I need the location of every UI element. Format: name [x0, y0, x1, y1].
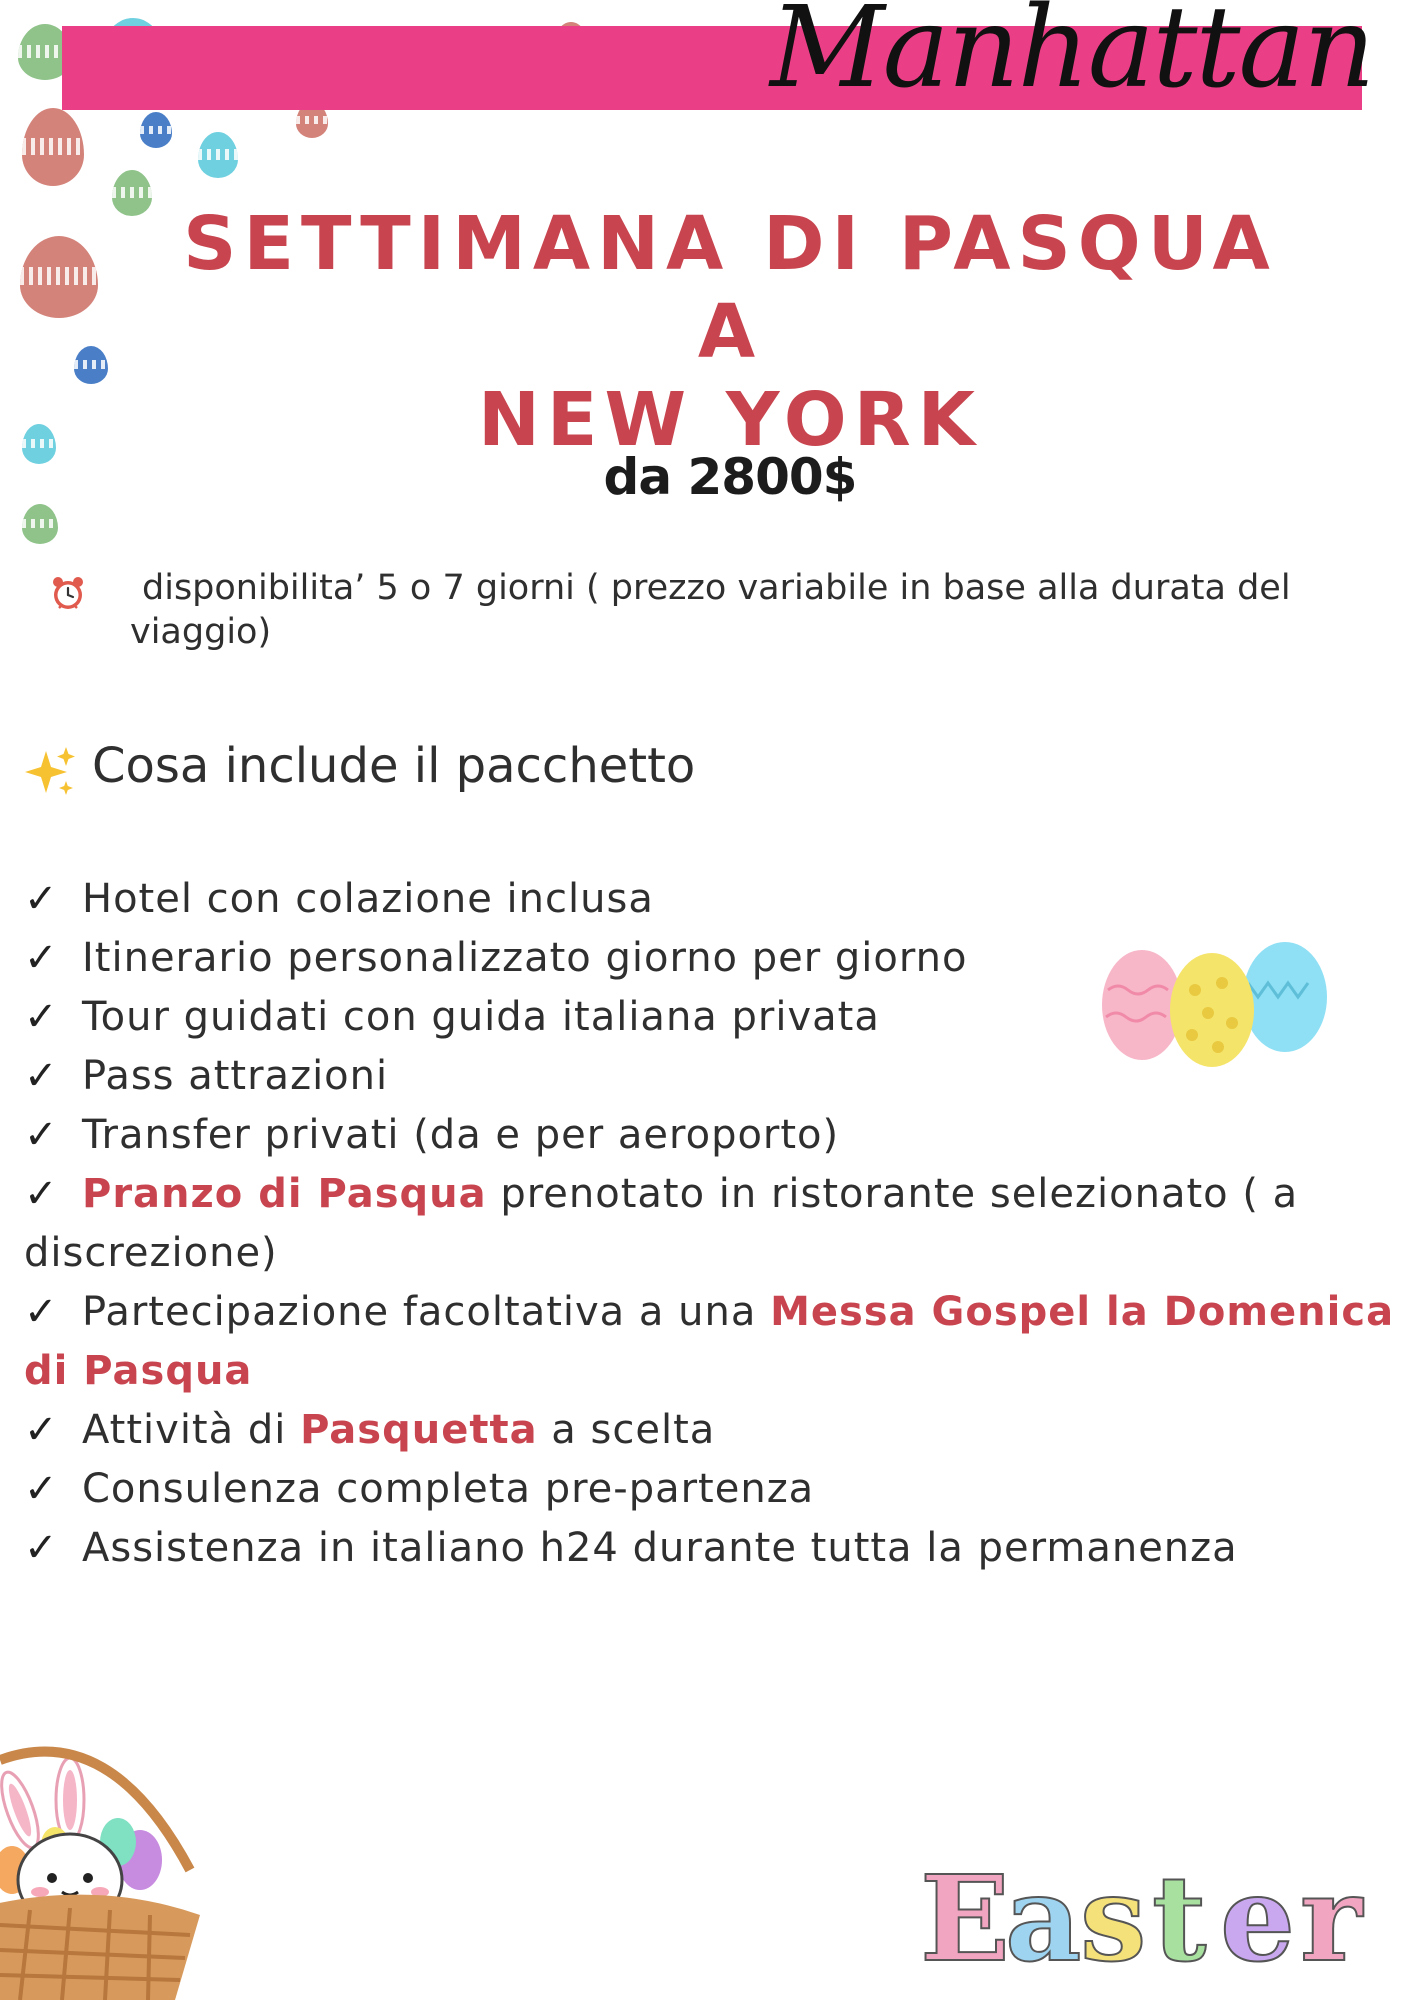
- feature-text: Tour guidati con guida italiana privata: [82, 994, 880, 1040]
- feature-item: [24, 1401, 1404, 1460]
- feature-text: Hotel con colazione inclusa: [82, 876, 654, 922]
- feature-text: Pass attrazioni: [82, 1053, 389, 1099]
- svg-text:e: e: [1220, 1849, 1296, 1988]
- egg-icon: [22, 108, 84, 186]
- svg-text:t: t: [1152, 1849, 1207, 1988]
- svg-text:s: s: [1080, 1849, 1147, 1988]
- feature-item: [24, 870, 1404, 929]
- check-icon: ✓: [24, 876, 59, 922]
- page-title: [150, 200, 1310, 464]
- feature-text: Assistenza in italiano h24 durante tutta la permanenza: [82, 1525, 1238, 1571]
- egg-icon: [140, 112, 172, 148]
- feature-highlight-text: Pranzo di Pasqua: [82, 1171, 487, 1217]
- feature-highlight-text: Pasquetta: [300, 1407, 538, 1453]
- feature-item: [24, 1519, 1404, 1578]
- price-label: da 2800$: [603, 448, 857, 506]
- egg-icon: [20, 236, 98, 318]
- check-icon: ✓: [24, 1112, 59, 1158]
- feature-item: [24, 1165, 1404, 1283]
- easter-lettering-logo: [920, 1840, 1400, 1990]
- check-icon: ✓: [24, 1407, 59, 1453]
- svg-text:E: E: [920, 1849, 1010, 1988]
- banner-script-title: Manhattan: [770, 0, 1374, 113]
- alarm-clock-icon: [50, 575, 86, 611]
- check-icon: ✓: [24, 994, 59, 1040]
- egg-icon: [22, 504, 58, 544]
- feature-text: Attività di: [82, 1407, 301, 1453]
- sparkles-icon: [22, 745, 78, 801]
- feature-item: [24, 1283, 1404, 1401]
- feature-text: Consulenza completa pre-partenza: [82, 1466, 815, 1512]
- feature-text: Itinerario personalizzato giorno per giorno: [82, 935, 968, 981]
- check-icon: ✓: [24, 1171, 59, 1217]
- page-title-line-2: NEW YORK: [477, 377, 983, 463]
- feature-text: Partecipazione facoltativa a una: [82, 1289, 771, 1335]
- check-icon: ✓: [24, 935, 59, 981]
- section-heading: Cosa include il pacchetto: [92, 738, 696, 794]
- feature-highlight-text: Messa Gospel la Domenica di Pasqua: [24, 1289, 1395, 1394]
- feature-text: Transfer privati (da e per aeroporto): [82, 1112, 840, 1158]
- egg-icon: [22, 424, 56, 464]
- egg-icon: [198, 132, 238, 178]
- feature-item: [24, 1460, 1404, 1519]
- check-icon: ✓: [24, 1525, 59, 1571]
- check-icon: ✓: [24, 1053, 59, 1099]
- check-icon: ✓: [24, 1466, 59, 1512]
- feature-item: [24, 1106, 1404, 1165]
- svg-text:r: r: [1300, 1849, 1363, 1988]
- feature-text: a scelta: [537, 1407, 716, 1453]
- egg-icon: [112, 170, 152, 216]
- pastel-eggs-icon: [1090, 935, 1330, 1070]
- availability-text: disponibilita’ 5 o 7 giorni ( prezzo variabile in base alla durata del viaggio): [130, 568, 1291, 652]
- easter-basket-illustration: [0, 1730, 210, 2000]
- svg-text:a: a: [1005, 1849, 1082, 1988]
- feature-text: prenotato in ristorante selezionato ( a discrezione): [24, 1171, 1299, 1276]
- check-icon: ✓: [24, 1289, 59, 1335]
- page-title-line-1: SETTIMANA DI PASQUA A: [183, 201, 1277, 375]
- egg-icon: [74, 346, 108, 384]
